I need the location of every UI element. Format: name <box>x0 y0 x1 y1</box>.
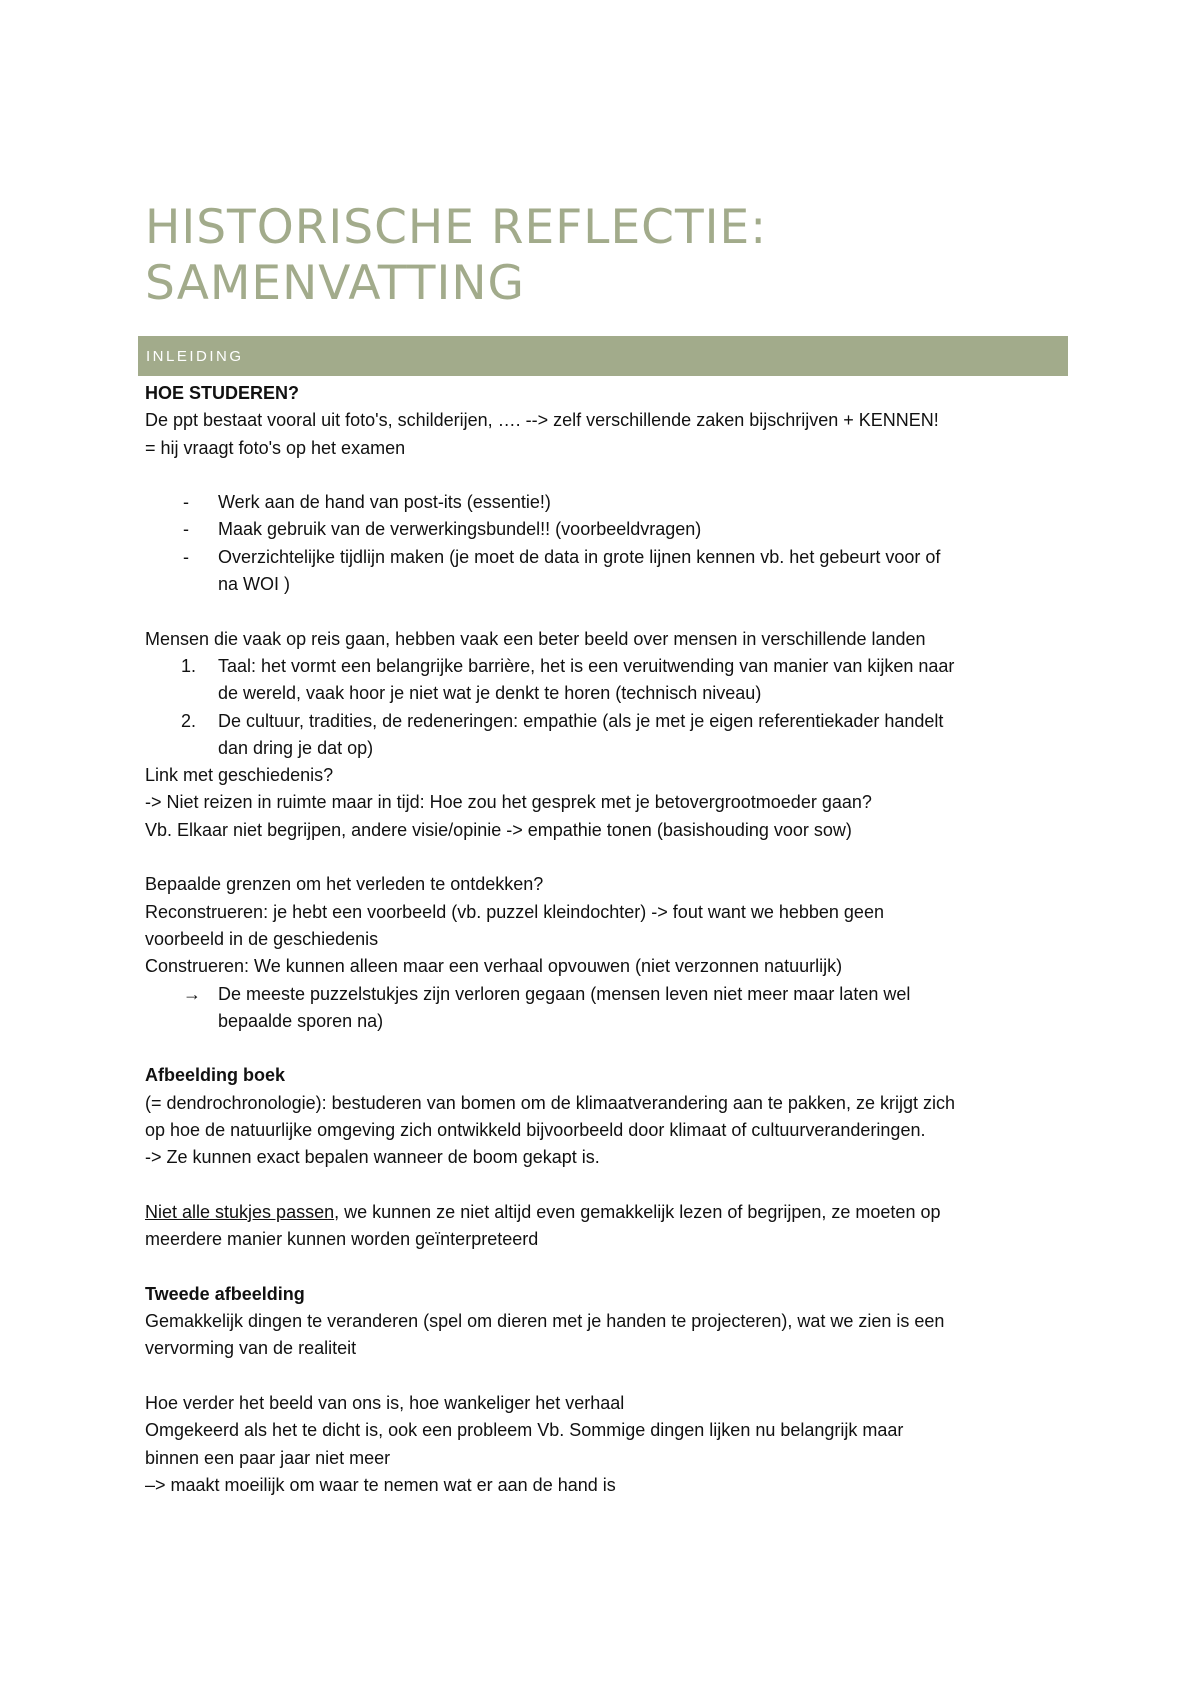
numbered-text: Taal: het vormt een belangrijke barrière, het is een veruitwending van manier van kijken naar <box>218 655 955 676</box>
bullet-item-continued <box>145 571 1072 598</box>
section-heading-inleiding: INLEIDING <box>138 336 1068 376</box>
paragraph-line <box>145 1199 1072 1226</box>
paragraph-line: Mensen die vaak op reis gaan, hebben vaak een beter beeld over mensen in verschillende landen <box>145 628 926 649</box>
paragraph-line: Bepaalde grenzen om het verleden te ontdekken? <box>145 874 544 895</box>
paragraph-line: binnen een paar jaar niet meer <box>145 1447 391 1468</box>
blank-line <box>145 1363 1072 1390</box>
arrow-item <box>145 981 1072 1008</box>
paragraph-line: Construeren: We kunnen alleen maar een verhaal opvouwen (niet verzonnen natuurlijk) <box>145 956 843 977</box>
numbered-item-continued <box>145 680 1072 707</box>
paragraph-line: Vb. Elkaar niet begrijpen, andere visie/opinie -> empathie tonen (basishouding voor sow) <box>145 819 852 840</box>
subheading-afbeelding-boek: Afbeelding boek <box>145 1065 286 1086</box>
paragraph-line: -> Niet reizen in ruimte maar in tijd: Hoe zou het gesprek met je betovergrootmoeder gaan? <box>145 792 872 813</box>
blank-line <box>145 1254 1072 1281</box>
list-number: 1. <box>181 655 197 676</box>
numbered-text: De cultuur, tradities, de redeneringen: empathie (als je met je eigen referentiekader handelt <box>218 710 944 731</box>
blank-line <box>145 598 1072 625</box>
underlined-phrase: Niet alle stukjes passen <box>145 1201 335 1222</box>
paragraph-line: (= dendrochronologie): bestuderen van bomen om de klimaatverandering aan te pakken, ze krijgt zich <box>145 1092 955 1113</box>
paragraph-line: vervorming van de realiteit <box>145 1338 357 1359</box>
paragraph-line: De ppt bestaat vooral uit foto's, schilderijen, …. --> zelf verschillende zaken bijschrijven + KENNEN! <box>145 410 939 431</box>
title-line-1: HISTORISCHE REFLECTIE: <box>145 200 768 255</box>
paragraph-line: meerdere manier kunnen worden geïnterpreteerd <box>145 1229 539 1250</box>
blank-line <box>145 844 1072 871</box>
dash-bullet-icon: - <box>183 546 189 567</box>
document-body <box>145 380 1072 1499</box>
bullet-text: Maak gebruik van de verwerkingsbundel!! (voorbeeldvragen) <box>218 519 702 540</box>
document-title <box>145 200 1072 312</box>
bullet-text: Overzichtelijke tijdlijn maken (je moet de data in grote lijnen kennen vb. het gebeurt voor of <box>218 546 941 567</box>
paragraph-line: Link met geschiedenis? <box>145 765 334 786</box>
numbered-text: dan dring je dat op) <box>218 737 374 758</box>
subheading-hoe-studeren: HOE STUDEREN? <box>145 383 300 403</box>
paragraph-line: Gemakkelijk dingen te veranderen (spel om dieren met je handen te projecteren), wat we zien is een <box>145 1311 945 1332</box>
bullet-item <box>145 544 1072 571</box>
paragraph-line: Omgekeerd als het te dicht is, ook een probleem Vb. Sommige dingen lijken nu belangrijk maar <box>145 1420 904 1441</box>
numbered-item-continued <box>145 735 1072 762</box>
paragraph-line: -> Ze kunnen exact bepalen wanneer de boom gekapt is. <box>145 1147 600 1168</box>
blank-line <box>145 1172 1072 1199</box>
arrow-text: De meeste puzzelstukjes zijn verloren gegaan (mensen leven niet meer maar laten wel <box>218 983 911 1004</box>
paragraph-line: = hij vraagt foto's op het examen <box>145 437 406 458</box>
list-number: 2. <box>181 710 197 731</box>
numbered-item <box>145 708 1072 735</box>
paragraph-line: Hoe verder het beeld van ons is, hoe wankeliger het verhaal <box>145 1392 625 1413</box>
bullet-item <box>145 516 1072 543</box>
numbered-item <box>145 653 1072 680</box>
paragraph-text: , we kunnen ze niet altijd even gemakkelijk lezen of begrijpen, ze moeten op <box>334 1201 941 1222</box>
bullet-text: Werk aan de hand van post-its (essentie!) <box>218 492 551 513</box>
numbered-text: de wereld, vaak hoor je niet wat je denkt te horen (technisch niveau) <box>218 683 762 704</box>
blank-line <box>145 462 1072 489</box>
arrow-right-icon: → <box>183 983 201 1004</box>
paragraph-line: op hoe de natuurlijke omgeving zich ontwikkeld bijvoorbeeld door klimaat of cultuurveranderingen. <box>145 1120 926 1141</box>
bullet-text: na WOI ) <box>218 574 291 595</box>
subheading-tweede-afbeelding: Tweede afbeelding <box>145 1283 305 1304</box>
paragraph-line: –> maakt moeilijk om waar te nemen wat er aan de hand is <box>145 1474 616 1495</box>
bullet-item <box>145 489 1072 516</box>
dash-bullet-icon: - <box>183 519 189 540</box>
title-line-2: SAMENVATTING <box>145 256 525 311</box>
paragraph-line: voorbeeld in de geschiedenis <box>145 928 379 949</box>
arrow-item-continued <box>145 1008 1072 1035</box>
paragraph-line: Reconstrueren: je hebt een voorbeeld (vb. puzzel kleindochter) -> fout want we hebben geen <box>145 901 884 922</box>
dash-bullet-icon: - <box>183 492 189 513</box>
blank-line <box>145 1035 1072 1062</box>
arrow-text: bepaalde sporen na) <box>218 1010 384 1031</box>
